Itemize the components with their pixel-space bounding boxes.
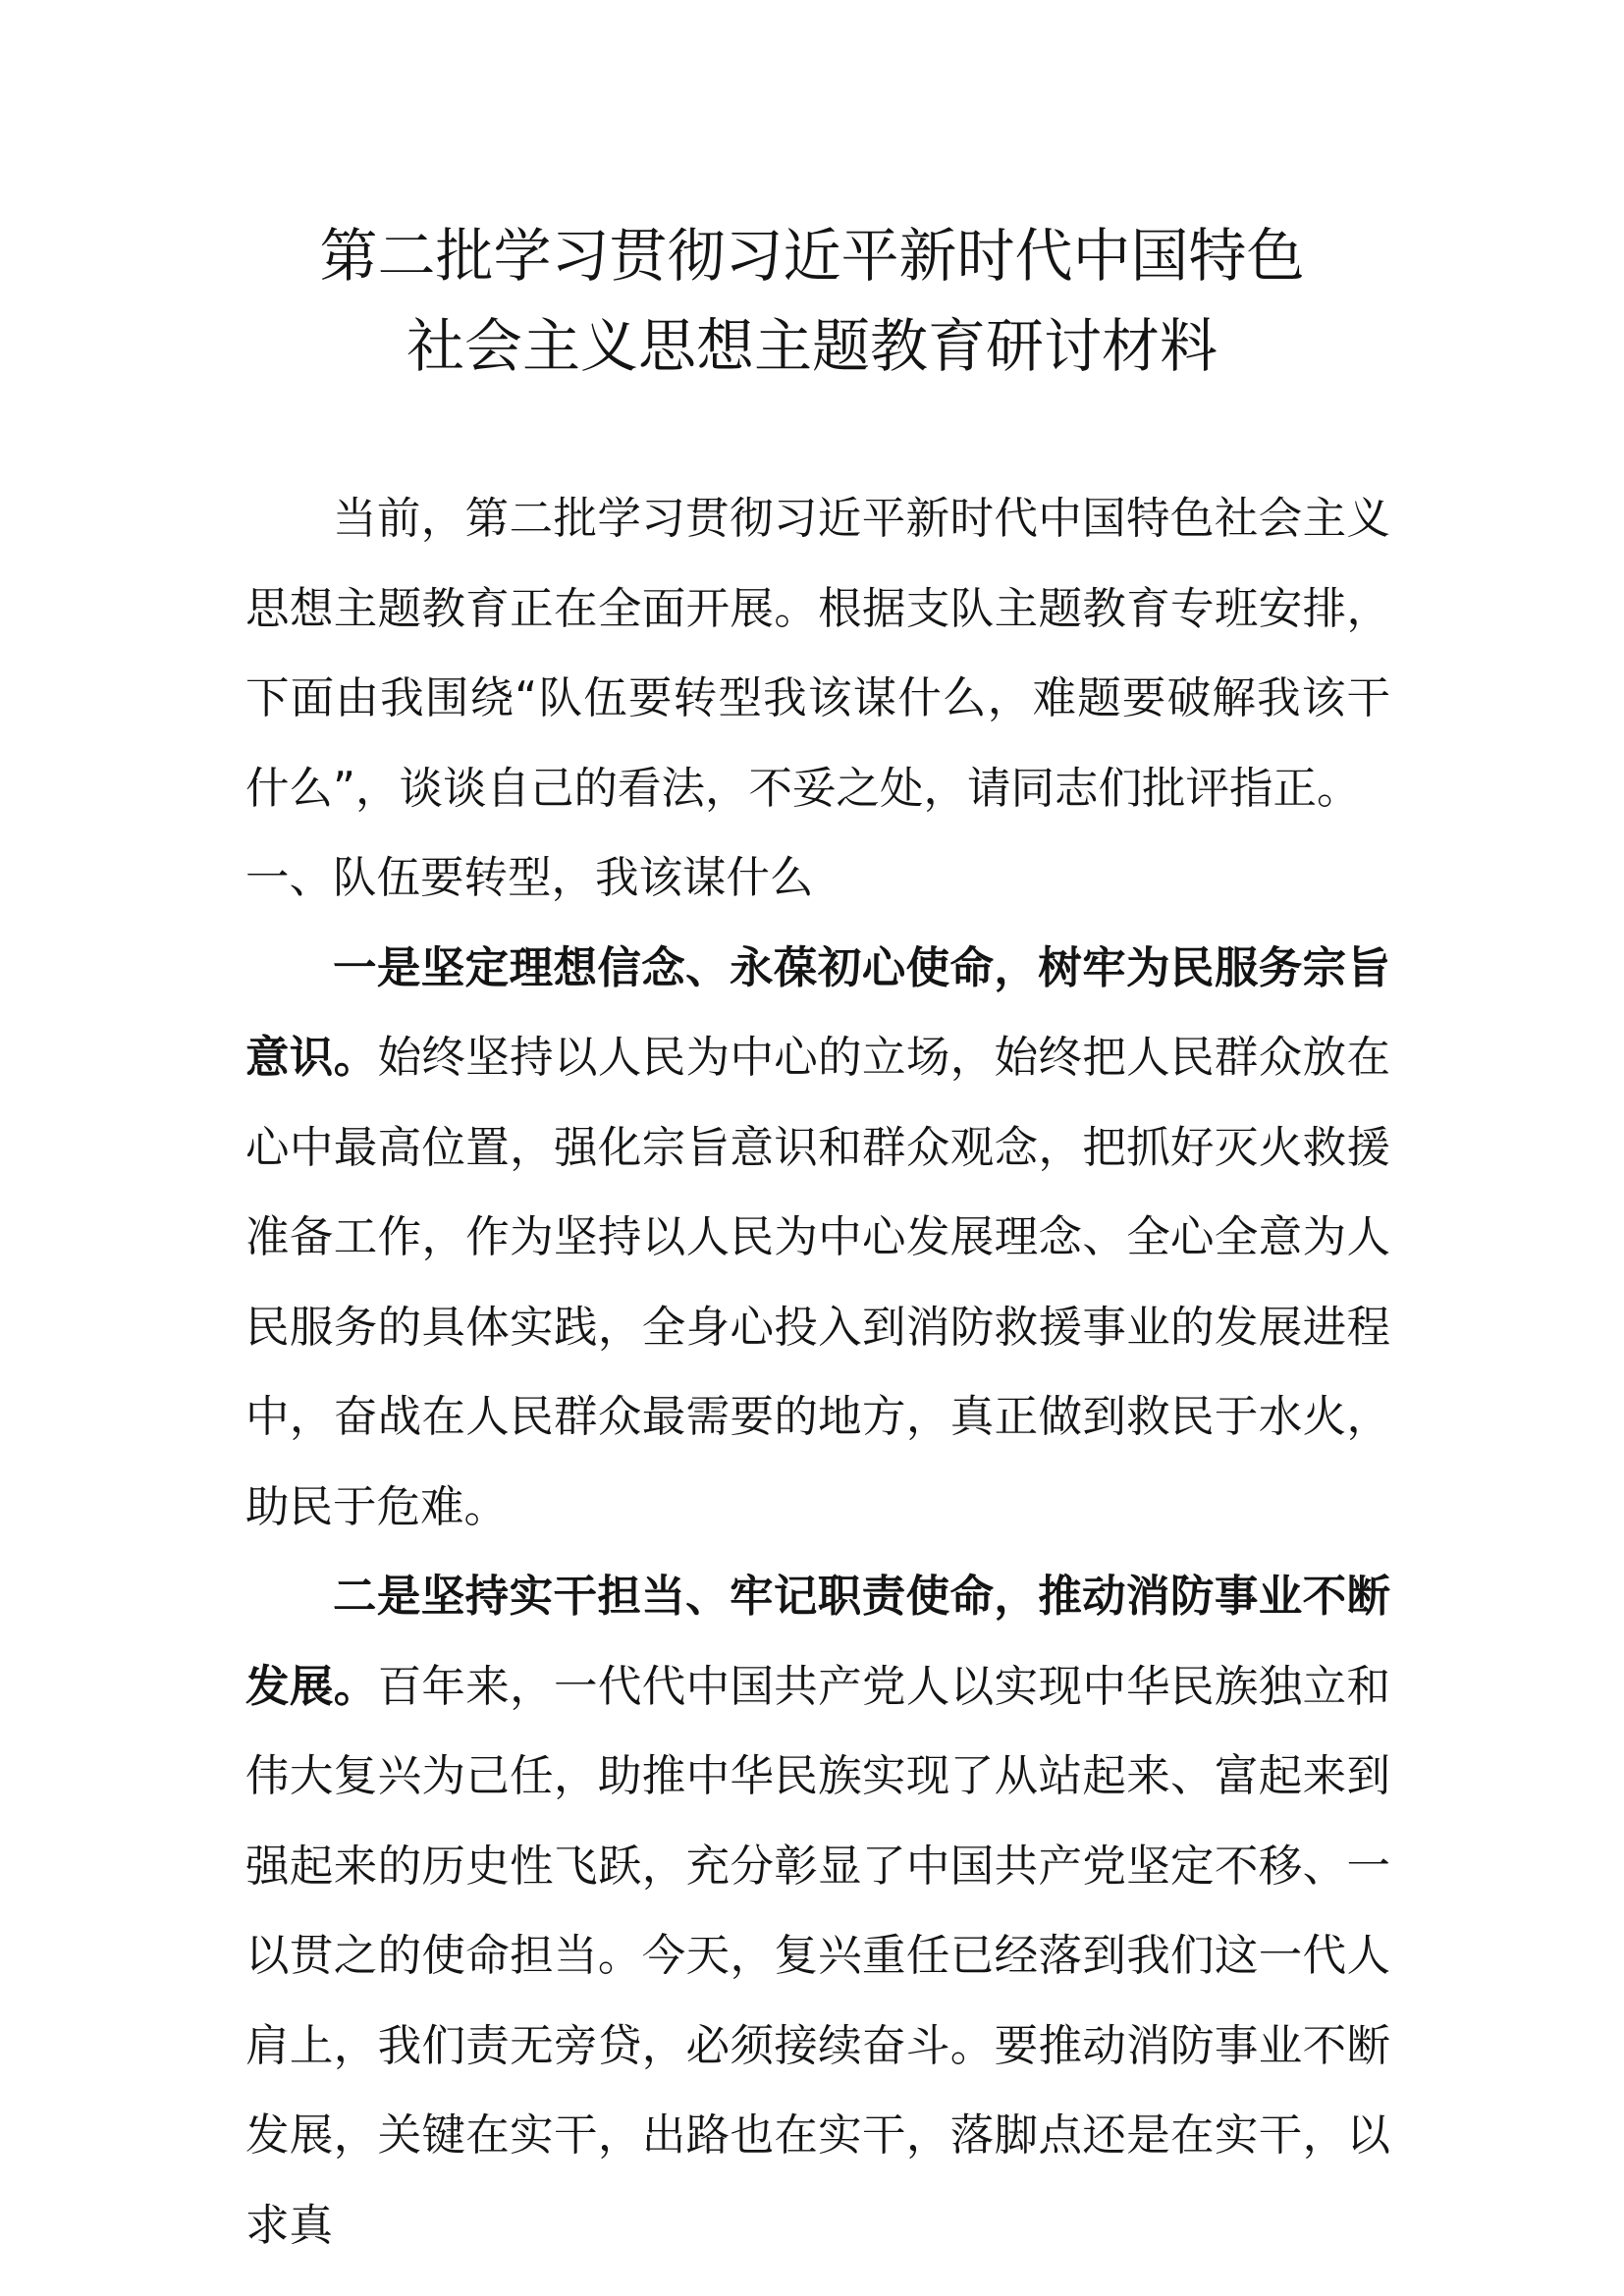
point-2-text: 百年来，一代代中国共产党人以实现中华民族独立和伟大复兴为己任，助推中华民族实现了从站起来、富起来到强起来的历史性飞跃，充分彰显了中国共产党坚定不移、一以贯之的使命担当。今天，复兴重任已经落到我们这一代人肩上，我们责无旁贷，必须接续奋斗。要推动消防事业不断发展，关键在实干，出路也在实干，落脚点还是在实干，以求真 <box>245 1661 1390 2251</box>
point-1-text: 始终坚持以人民为中心的立场，始终把人民群众放在心中最高位置，强化宗旨意识和群众观念，把抓好灭火救援准备工作，作为坚持以人民为中心发展理念、全心全意为人民服务的具体实践，全身心投入到消防救援事业的发展进程中，奋战在人民群众最需要的地方，真正做到救民于水火，助民于危难。 <box>245 1033 1390 1532</box>
title-line-1: 第二批学习贯彻习近平新时代中国特色 <box>319 222 1305 290</box>
document-body <box>245 474 1390 2270</box>
intro-paragraph: 当前，第二批学习贯彻习近平新时代中国特色社会主义思想主题教育正在全面开展。根据支队主题教育专班安排，下面由我围绕“队伍要转型我该谋什么，难题要破解我该干什么”，谈谈自己的看法，不妥之处，请同志们批评指正。 <box>245 494 1390 814</box>
point-1-paragraph <box>245 924 1390 1553</box>
point-2-paragraph <box>245 1552 1390 2270</box>
section-1-heading: 一、队伍要转型，我该谋什么 <box>245 853 814 903</box>
document-title <box>196 211 1428 392</box>
point-2-lead: 二是坚持实干担当、牢记职责使命，推动消防事业不断发展。 <box>245 1572 1390 1712</box>
title-line-2: 社会主义思想主题教育研讨材料 <box>406 312 1218 380</box>
point-1-lead: 一是坚定理想信念、永葆初心使命，树牢为民服务宗旨意识。 <box>245 942 1390 1083</box>
